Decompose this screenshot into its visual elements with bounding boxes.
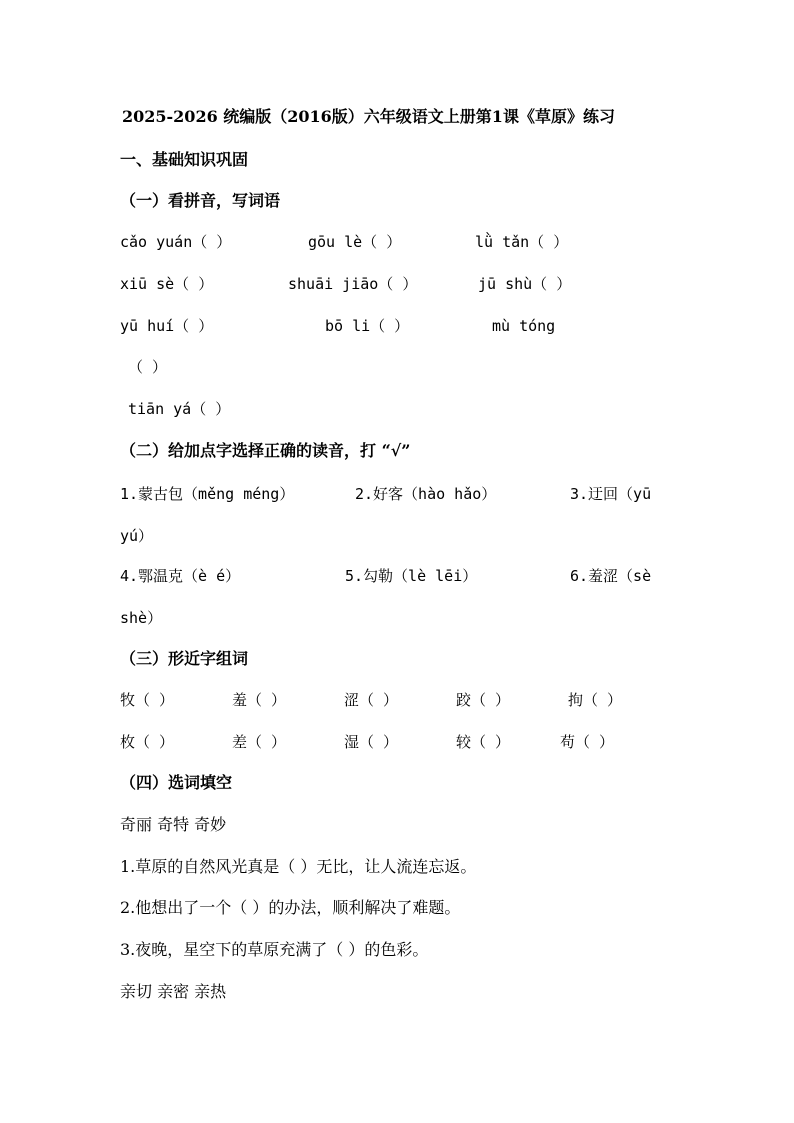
pinyin-item: mù tóng — [492, 317, 556, 335]
reading-item: 5.勾勒（lè lēi） — [345, 567, 478, 585]
character-item: 牧（ ） — [120, 691, 175, 709]
pinyin-row-5: tiān yá（ ） — [128, 400, 231, 418]
character-item: 涩（ ） — [344, 691, 399, 709]
pinyin-item: xiū sè（ ） — [120, 275, 214, 293]
character-item: 跤（ ） — [456, 691, 511, 709]
character-item: 枚（ ） — [120, 733, 175, 751]
reading-item: 3.迂回（yū — [570, 485, 652, 503]
part2-heading: （二）给加点字选择正确的读音，打 “√” — [120, 441, 411, 460]
reading-item: 6.羞涩（sè — [570, 567, 652, 585]
word-choices-2: 亲切 亲密 亲热 — [120, 982, 227, 1001]
pinyin-item: shuāi jiāo（ ） — [288, 275, 418, 293]
part3-heading: （三）形近字组词 — [120, 649, 249, 668]
reading-item: 2.好客（hào hǎo） — [355, 485, 497, 503]
fill-blank-question-3: 3.夜晚，星空下的草原充满了（ ）的色彩。 — [120, 940, 429, 959]
reading-row-1-continued: yú） — [120, 527, 154, 545]
reading-item: 1.蒙古包（měng méng） — [120, 485, 295, 503]
pinyin-item: bō li（ ） — [325, 317, 410, 335]
character-item: 差（ ） — [232, 733, 287, 751]
pinyin-row-4: （ ） — [128, 358, 168, 376]
character-item: 苟（ ） — [560, 733, 615, 751]
reading-item: 4.鄂温克（è é） — [120, 567, 241, 585]
fill-blank-question-2: 2.他想出了一个（ ）的办法，顺利解决了难题。 — [120, 898, 461, 917]
pinyin-item: cǎo yuán（ ） — [120, 233, 232, 251]
part1-heading: （一）看拼音，写词语 — [120, 191, 281, 210]
section-heading-basics: 一、基础知识巩固 — [120, 150, 249, 169]
character-item: 湿（ ） — [344, 733, 399, 751]
pinyin-item: gōu lè（ ） — [308, 233, 402, 251]
character-item: 较（ ） — [456, 733, 511, 751]
word-choices-1: 奇丽 奇特 奇妙 — [120, 815, 227, 834]
fill-blank-question-1: 1.草原的自然风光真是（ ）无比，让人流连忘返。 — [120, 857, 477, 876]
part4-heading: （四）选词填空 — [120, 773, 233, 792]
character-item: 羞（ ） — [232, 691, 287, 709]
page-title: 2025-2026 统编版（2016版）六年级语文上册第1课《草原》练习 — [122, 107, 615, 126]
reading-row-2-continued: shè） — [120, 609, 163, 627]
character-item: 拘（ ） — [568, 691, 623, 709]
pinyin-item: yū huí（ ） — [120, 317, 214, 335]
pinyin-item: lǜ tǎn（ ） — [475, 233, 569, 251]
pinyin-item: jū shù（ ） — [478, 275, 572, 293]
